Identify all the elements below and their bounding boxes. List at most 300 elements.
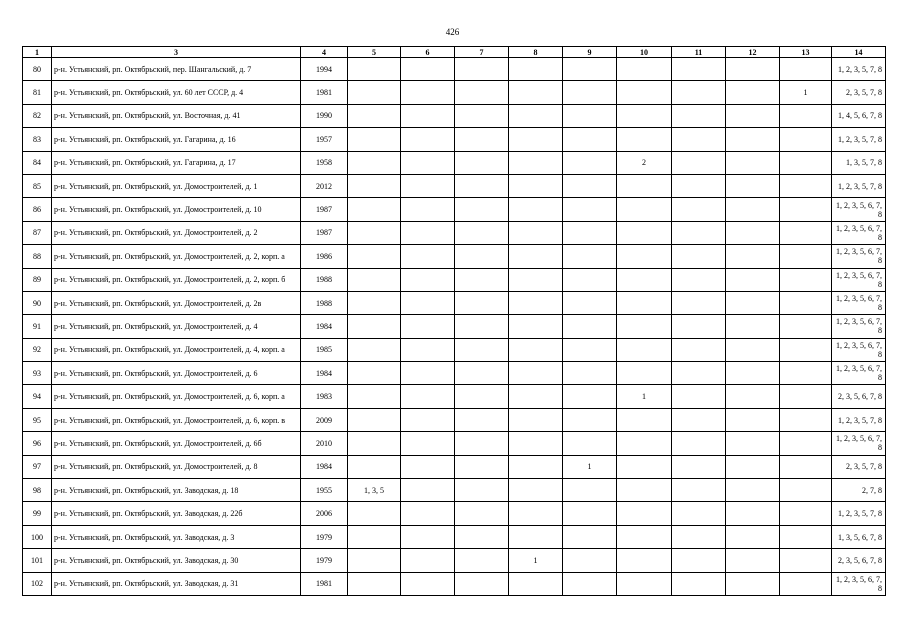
row-number-cell: 95: [23, 408, 52, 431]
value-cell-col-5: [348, 268, 401, 291]
codes-cell: 1, 2, 3, 5, 7, 8: [832, 408, 886, 431]
year-cell: 1981: [301, 81, 348, 104]
value-cell-col-8: [509, 198, 563, 221]
value-cell-col-6: [401, 198, 455, 221]
value-cell-col-8: [509, 81, 563, 104]
value-cell-col-5: [348, 432, 401, 455]
value-cell-col-13: [780, 151, 832, 174]
value-cell-col-6: [401, 151, 455, 174]
value-cell-col-6: [401, 502, 455, 525]
value-cell-col-8: [509, 455, 563, 478]
codes-cell: 1, 2, 3, 5, 6, 7, 8: [832, 432, 886, 455]
value-cell-col-9: [563, 338, 617, 361]
table-row: [23, 81, 886, 104]
value-cell-col-8: [509, 291, 563, 314]
column-header-11: 11: [672, 47, 726, 58]
value-cell-col-7: [455, 81, 509, 104]
value-cell-col-8: [509, 525, 563, 548]
value-cell-col-6: [401, 245, 455, 268]
header-row: [23, 47, 886, 58]
value-cell-col-12: [726, 81, 780, 104]
value-cell-col-12: [726, 198, 780, 221]
value-cell-col-11: [672, 479, 726, 502]
table-row: [23, 525, 886, 548]
codes-cell: 1, 2, 3, 5, 6, 7, 8: [832, 268, 886, 291]
value-cell-col-9: [563, 268, 617, 291]
value-cell-col-5: [348, 151, 401, 174]
value-cell-col-6: [401, 408, 455, 431]
table-row: [23, 198, 886, 221]
value-cell-col-11: [672, 151, 726, 174]
value-cell-col-12: [726, 58, 780, 81]
value-cell-col-11: [672, 268, 726, 291]
value-cell-col-6: [401, 291, 455, 314]
value-cell-col-10: [617, 174, 672, 197]
table-row: [23, 151, 886, 174]
value-cell-col-10: [617, 455, 672, 478]
address-cell: р-н. Устьянский, рп. Октябрьский, ул. Домостроителей, д. 6, корп. в: [52, 408, 301, 431]
address-cell: р-н. Устьянский, рп. Октябрьский, ул. Домостроителей, д. 1: [52, 174, 301, 197]
value-cell-col-5: [348, 221, 401, 244]
value-cell-col-10: [617, 572, 672, 595]
year-cell: 1984: [301, 362, 348, 385]
column-header-12: 12: [726, 47, 780, 58]
codes-cell: 1, 3, 5, 7, 8: [832, 151, 886, 174]
value-cell-col-9: [563, 362, 617, 385]
value-cell-col-13: [780, 432, 832, 455]
value-cell-col-5: [348, 549, 401, 572]
row-number-cell: 102: [23, 572, 52, 595]
table-row: [23, 338, 886, 361]
column-header-10: 10: [617, 47, 672, 58]
year-cell: 2006: [301, 502, 348, 525]
value-cell-col-8: [509, 245, 563, 268]
value-cell-col-12: [726, 455, 780, 478]
value-cell-col-7: [455, 268, 509, 291]
value-cell-col-7: [455, 151, 509, 174]
row-number-cell: 94: [23, 385, 52, 408]
row-number-cell: 96: [23, 432, 52, 455]
row-number-cell: 90: [23, 291, 52, 314]
value-cell-col-7: [455, 502, 509, 525]
value-cell-col-5: [348, 174, 401, 197]
column-header-14: 14: [832, 47, 886, 58]
row-number-cell: 93: [23, 362, 52, 385]
value-cell-col-11: [672, 525, 726, 548]
value-cell-col-11: [672, 315, 726, 338]
value-cell-col-8: [509, 502, 563, 525]
table-row: [23, 174, 886, 197]
value-cell-col-5: [348, 315, 401, 338]
value-cell-col-7: [455, 338, 509, 361]
address-cell: р-н. Устьянский, рп. Октябрьский, ул. Домостроителей, д. 6б: [52, 432, 301, 455]
value-cell-col-7: [455, 315, 509, 338]
year-cell: 1994: [301, 58, 348, 81]
value-cell-col-10: [617, 128, 672, 151]
value-cell-col-8: [509, 151, 563, 174]
value-cell-col-9: [563, 221, 617, 244]
value-cell-col-5: [348, 198, 401, 221]
table-row: [23, 104, 886, 127]
value-cell-col-13: [780, 479, 832, 502]
row-number-cell: 84: [23, 151, 52, 174]
value-cell-col-8: [509, 128, 563, 151]
value-cell-col-9: [563, 174, 617, 197]
value-cell-col-10: [617, 408, 672, 431]
value-cell-col-13: [780, 245, 832, 268]
value-cell-col-10: [617, 362, 672, 385]
value-cell-col-8: [509, 572, 563, 595]
value-cell-col-9: [563, 525, 617, 548]
table-row: [23, 58, 886, 81]
value-cell-col-9: [563, 151, 617, 174]
value-cell-col-12: [726, 151, 780, 174]
codes-cell: 1, 3, 5, 6, 7, 8: [832, 525, 886, 548]
value-cell-col-11: [672, 432, 726, 455]
value-cell-col-13: [780, 104, 832, 127]
value-cell-col-12: [726, 479, 780, 502]
value-cell-col-12: [726, 549, 780, 572]
value-cell-col-10: [617, 502, 672, 525]
address-cell: р-н. Устьянский, рп. Октябрьский, ул. Домостроителей, д. 2, корп. б: [52, 268, 301, 291]
value-cell-col-6: [401, 455, 455, 478]
value-cell-col-5: [348, 245, 401, 268]
value-cell-col-8: [509, 362, 563, 385]
value-cell-col-6: [401, 479, 455, 502]
value-cell-col-5: [348, 408, 401, 431]
value-cell-col-7: [455, 572, 509, 595]
column-header-7: 7: [455, 47, 509, 58]
value-cell-col-6: [401, 58, 455, 81]
value-cell-col-8: [509, 432, 563, 455]
value-cell-col-7: [455, 174, 509, 197]
codes-cell: 2, 3, 5, 6, 7, 8: [832, 385, 886, 408]
value-cell-col-11: [672, 221, 726, 244]
value-cell-col-5: [348, 291, 401, 314]
address-cell: р-н. Устьянский, рп. Октябрьский, ул. Восточная, д. 41: [52, 104, 301, 127]
value-cell-col-8: [509, 385, 563, 408]
codes-cell: 1, 2, 3, 5, 7, 8: [832, 58, 886, 81]
value-cell-col-10: [617, 81, 672, 104]
address-cell: р-н. Устьянский, рп. Октябрьский, ул. 60 лет СССР, д. 4: [52, 81, 301, 104]
value-cell-col-6: [401, 174, 455, 197]
year-cell: 1988: [301, 291, 348, 314]
value-cell-col-13: 1: [780, 81, 832, 104]
row-number-cell: 85: [23, 174, 52, 197]
value-cell-col-10: [617, 245, 672, 268]
value-cell-col-9: [563, 81, 617, 104]
codes-cell: 2, 3, 5, 6, 7, 8: [832, 549, 886, 572]
address-cell: р-н. Устьянский, рп. Октябрьский, ул. Заводская, д. 31: [52, 572, 301, 595]
value-cell-col-5: [348, 385, 401, 408]
codes-cell: 1, 2, 3, 5, 6, 7, 8: [832, 572, 886, 595]
row-number-cell: 92: [23, 338, 52, 361]
value-cell-col-11: [672, 245, 726, 268]
value-cell-col-13: [780, 221, 832, 244]
codes-cell: 2, 3, 5, 7, 8: [832, 81, 886, 104]
value-cell-col-5: [348, 128, 401, 151]
year-cell: 1979: [301, 525, 348, 548]
column-header-1: 1: [23, 47, 52, 58]
value-cell-col-11: [672, 174, 726, 197]
value-cell-col-12: [726, 338, 780, 361]
value-cell-col-13: [780, 315, 832, 338]
value-cell-col-12: [726, 291, 780, 314]
value-cell-col-9: [563, 408, 617, 431]
address-cell: р-н. Устьянский, рп. Октябрьский, ул. Гагарина, д. 16: [52, 128, 301, 151]
codes-cell: 1, 4, 5, 6, 7, 8: [832, 104, 886, 127]
value-cell-col-7: [455, 479, 509, 502]
row-number-cell: 100: [23, 525, 52, 548]
value-cell-col-13: [780, 198, 832, 221]
value-cell-col-6: [401, 81, 455, 104]
value-cell-col-9: [563, 58, 617, 81]
value-cell-col-11: [672, 58, 726, 81]
row-number-cell: 91: [23, 315, 52, 338]
table-row: [23, 502, 886, 525]
value-cell-col-7: [455, 549, 509, 572]
table-row: [23, 408, 886, 431]
row-number-cell: 87: [23, 221, 52, 244]
value-cell-col-9: [563, 479, 617, 502]
value-cell-col-11: [672, 572, 726, 595]
year-cell: 1958: [301, 151, 348, 174]
table-body: [23, 58, 886, 596]
codes-cell: 1, 2, 3, 5, 6, 7, 8: [832, 291, 886, 314]
value-cell-col-8: [509, 268, 563, 291]
value-cell-col-12: [726, 432, 780, 455]
value-cell-col-5: [348, 572, 401, 595]
value-cell-col-13: [780, 338, 832, 361]
value-cell-col-10: [617, 432, 672, 455]
value-cell-col-9: [563, 104, 617, 127]
value-cell-col-10: [617, 291, 672, 314]
year-cell: 1986: [301, 245, 348, 268]
value-cell-col-8: [509, 104, 563, 127]
value-cell-col-11: [672, 502, 726, 525]
codes-cell: 1, 2, 3, 5, 7, 8: [832, 502, 886, 525]
table-row: [23, 455, 886, 478]
value-cell-col-6: [401, 338, 455, 361]
year-cell: 1984: [301, 315, 348, 338]
value-cell-col-5: [348, 362, 401, 385]
table-row: [23, 572, 886, 595]
value-cell-col-10: [617, 268, 672, 291]
value-cell-col-5: [348, 338, 401, 361]
address-cell: р-н. Устьянский, рп. Октябрьский, ул. Домостроителей, д. 4, корп. а: [52, 338, 301, 361]
value-cell-col-5: [348, 502, 401, 525]
address-cell: р-н. Устьянский, рп. Октябрьский, ул. Домостроителей, д. 2в: [52, 291, 301, 314]
value-cell-col-10: [617, 525, 672, 548]
codes-cell: 2, 3, 5, 7, 8: [832, 455, 886, 478]
value-cell-col-11: [672, 362, 726, 385]
value-cell-col-8: 1: [509, 549, 563, 572]
codes-cell: 1, 2, 3, 5, 6, 7, 8: [832, 198, 886, 221]
value-cell-col-11: [672, 455, 726, 478]
address-cell: р-н. Устьянский, рп. Октябрьский, ул. Домостроителей, д. 10: [52, 198, 301, 221]
column-header-13: 13: [780, 47, 832, 58]
value-cell-col-7: [455, 362, 509, 385]
codes-cell: 1, 2, 3, 5, 6, 7, 8: [832, 338, 886, 361]
value-cell-col-12: [726, 268, 780, 291]
year-cell: 1987: [301, 221, 348, 244]
year-cell: 1985: [301, 338, 348, 361]
value-cell-col-10: [617, 198, 672, 221]
value-cell-col-8: [509, 221, 563, 244]
value-cell-col-13: [780, 572, 832, 595]
value-cell-col-10: [617, 221, 672, 244]
column-header-5: 5: [348, 47, 401, 58]
value-cell-col-9: [563, 572, 617, 595]
value-cell-col-11: [672, 81, 726, 104]
address-cell: р-н. Устьянский, рп. Октябрьский, ул. Заводская, д. 30: [52, 549, 301, 572]
value-cell-col-12: [726, 104, 780, 127]
page-number: 426: [445, 27, 460, 37]
value-cell-col-5: [348, 81, 401, 104]
value-cell-col-10: 2: [617, 151, 672, 174]
value-cell-col-13: [780, 502, 832, 525]
value-cell-col-9: [563, 198, 617, 221]
address-cell: р-н. Устьянский, рп. Октябрьский, ул. Домостроителей, д. 4: [52, 315, 301, 338]
table-row: [23, 479, 886, 502]
value-cell-col-13: [780, 455, 832, 478]
codes-cell: 1, 2, 3, 5, 6, 7, 8: [832, 221, 886, 244]
value-cell-col-7: [455, 291, 509, 314]
value-cell-col-5: [348, 104, 401, 127]
value-cell-col-10: [617, 58, 672, 81]
table-row: [23, 385, 886, 408]
table-row: [23, 549, 886, 572]
value-cell-col-7: [455, 408, 509, 431]
value-cell-col-7: [455, 525, 509, 548]
table-row: [23, 221, 886, 244]
value-cell-col-13: [780, 408, 832, 431]
row-number-cell: 99: [23, 502, 52, 525]
value-cell-col-10: [617, 479, 672, 502]
value-cell-col-8: [509, 174, 563, 197]
row-number-cell: 80: [23, 58, 52, 81]
value-cell-col-7: [455, 245, 509, 268]
table-row: [23, 432, 886, 455]
value-cell-col-11: [672, 549, 726, 572]
value-cell-col-8: [509, 315, 563, 338]
value-cell-col-13: [780, 268, 832, 291]
value-cell-col-12: [726, 362, 780, 385]
value-cell-col-11: [672, 338, 726, 361]
value-cell-col-7: [455, 58, 509, 81]
table-row: [23, 315, 886, 338]
column-header-3: 3: [52, 47, 301, 58]
value-cell-col-7: [455, 455, 509, 478]
value-cell-col-8: [509, 408, 563, 431]
address-cell: р-н. Устьянский, рп. Октябрьский, ул. Домостроителей, д. 2: [52, 221, 301, 244]
column-header-9: 9: [563, 47, 617, 58]
address-cell: р-н. Устьянский, рп. Октябрьский, ул. Заводская, д. 22б: [52, 502, 301, 525]
address-cell: р-н. Устьянский, рп. Октябрьский, ул. Домостроителей, д. 6, корп. а: [52, 385, 301, 408]
row-number-cell: 98: [23, 479, 52, 502]
table-row: [23, 128, 886, 151]
value-cell-col-12: [726, 174, 780, 197]
value-cell-col-8: [509, 479, 563, 502]
value-cell-col-9: [563, 245, 617, 268]
codes-cell: 1, 2, 3, 5, 6, 7, 8: [832, 245, 886, 268]
row-number-cell: 81: [23, 81, 52, 104]
value-cell-col-11: [672, 408, 726, 431]
value-cell-col-10: [617, 549, 672, 572]
value-cell-col-7: [455, 198, 509, 221]
value-cell-col-11: [672, 104, 726, 127]
address-cell: р-н. Устьянский, рп. Октябрьский, ул. Заводская, д. 18: [52, 479, 301, 502]
value-cell-col-12: [726, 315, 780, 338]
value-cell-col-6: [401, 432, 455, 455]
column-header-4: 4: [301, 47, 348, 58]
value-cell-col-9: [563, 291, 617, 314]
value-cell-col-7: [455, 128, 509, 151]
year-cell: 1979: [301, 549, 348, 572]
value-cell-col-7: [455, 104, 509, 127]
value-cell-col-11: [672, 128, 726, 151]
value-cell-col-12: [726, 385, 780, 408]
value-cell-col-13: [780, 549, 832, 572]
value-cell-col-6: [401, 268, 455, 291]
row-number-cell: 88: [23, 245, 52, 268]
year-cell: 1981: [301, 572, 348, 595]
value-cell-col-10: [617, 104, 672, 127]
value-cell-col-6: [401, 385, 455, 408]
table-row: [23, 268, 886, 291]
column-header-6: 6: [401, 47, 455, 58]
row-number-cell: 97: [23, 455, 52, 478]
address-cell: р-н. Устьянский, рп. Октябрьский, ул. Домостроителей, д. 6: [52, 362, 301, 385]
value-cell-col-9: [563, 502, 617, 525]
year-cell: 1990: [301, 104, 348, 127]
value-cell-col-12: [726, 221, 780, 244]
value-cell-col-12: [726, 408, 780, 431]
value-cell-col-7: [455, 432, 509, 455]
value-cell-col-10: [617, 338, 672, 361]
table-row: [23, 245, 886, 268]
address-cell: р-н. Устьянский, рп. Октябрьский, ул. Гагарина, д. 17: [52, 151, 301, 174]
year-cell: 1955: [301, 479, 348, 502]
value-cell-col-13: [780, 58, 832, 81]
value-cell-col-6: [401, 104, 455, 127]
table-row: [23, 362, 886, 385]
year-cell: 2010: [301, 432, 348, 455]
codes-cell: 1, 2, 3, 5, 6, 7, 8: [832, 362, 886, 385]
value-cell-col-13: [780, 174, 832, 197]
row-number-cell: 86: [23, 198, 52, 221]
value-cell-col-6: [401, 221, 455, 244]
value-cell-col-9: 1: [563, 455, 617, 478]
value-cell-col-8: [509, 338, 563, 361]
year-cell: 1983: [301, 385, 348, 408]
codes-cell: 2, 7, 8: [832, 479, 886, 502]
address-cell: р-н. Устьянский, рп. Октябрьский, ул. Заводская, д. 3: [52, 525, 301, 548]
row-number-cell: 101: [23, 549, 52, 572]
value-cell-col-6: [401, 128, 455, 151]
codes-cell: 1, 2, 3, 5, 6, 7, 8: [832, 315, 886, 338]
value-cell-col-9: [563, 128, 617, 151]
value-cell-col-10: [617, 315, 672, 338]
table-row: [23, 291, 886, 314]
value-cell-col-13: [780, 291, 832, 314]
row-number-cell: 82: [23, 104, 52, 127]
value-cell-col-5: [348, 455, 401, 478]
value-cell-col-10: 1: [617, 385, 672, 408]
value-cell-col-5: [348, 525, 401, 548]
value-cell-col-5: [348, 58, 401, 81]
address-cell: р-н. Устьянский, рп. Октябрьский, ул. Домостроителей, д. 2, корп. а: [52, 245, 301, 268]
